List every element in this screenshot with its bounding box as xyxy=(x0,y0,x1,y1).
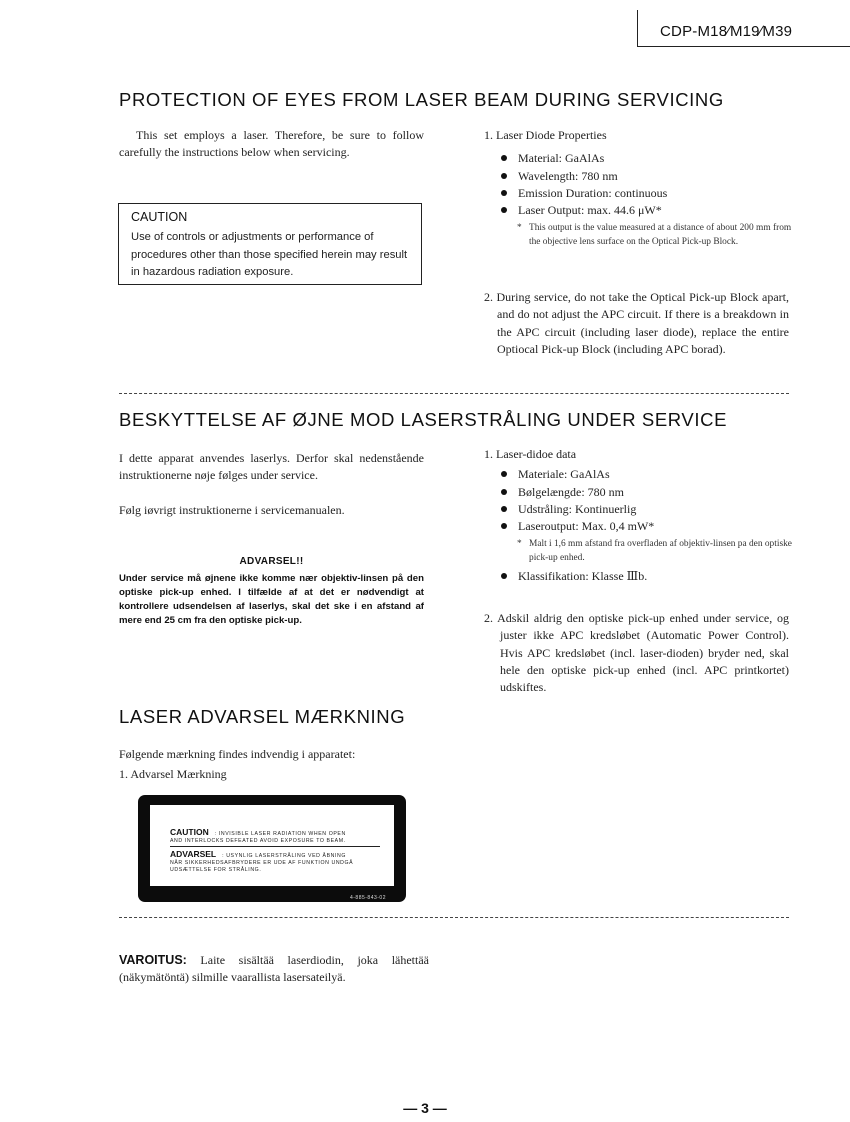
warning-label-caution xyxy=(170,826,380,874)
list-item: Emission Duration: continuous xyxy=(498,185,789,202)
finnish-warning-label: VAROITUS: xyxy=(119,953,187,967)
finnish-warning-text: Laite sisältää laserdiodin, joka lähettää (näkymätöntä) silmille vaarallista lasersateilyä. xyxy=(119,953,430,985)
advarsel-text: Under service må øjnene ikke komme nær objektiv-linsen på den optiske pick-up enhed. I tilfælde af at det er nødvendigt at kontrollere udsendelsen af laserlys, skal det ske i en afstand af mere end 25 cm fra den optiske pick-up. xyxy=(119,573,424,626)
label-caution-line-2: AND INTERLOCKS DEFEATED AVOID EXPOSURE TO BEAM. xyxy=(170,838,346,844)
advarsel-title: ADVARSEL!! xyxy=(239,556,304,567)
finnish-warning xyxy=(119,952,429,987)
marking-item1: 1. Advarsel Mærkning xyxy=(119,767,227,781)
label-separator xyxy=(170,846,380,847)
asterisk-icon: * xyxy=(517,539,522,550)
list-item: Laser Output: max. 44.6 μW* xyxy=(498,202,789,219)
list-item: Laseroutput: Max. 0,4 mW* xyxy=(498,518,789,535)
section-divider xyxy=(119,917,789,918)
section-divider xyxy=(119,393,789,394)
warning-label xyxy=(138,795,406,902)
english-item1-title: 1. Laser Diode Properties xyxy=(484,128,607,142)
marking-section-title: LASER ADVARSEL MÆRKNING xyxy=(119,706,406,727)
label-advarsel-line-1: : USYNLIG LASERSTRÅLING VED ÅBNING xyxy=(222,853,347,859)
danish-intro: I dette apparat anvendes laserlys. Derfor skal nedenstående instruktionerne nøje følges under service. xyxy=(119,451,424,483)
danish-laser-properties xyxy=(484,446,792,586)
bullet-icon xyxy=(501,155,507,161)
marking-intro: Følgende mærkning findes indvendig i apparatet: xyxy=(119,747,356,761)
caution-title: CAUTION xyxy=(131,210,188,224)
label-part-code: 4-885-843-02 xyxy=(349,895,386,901)
list-item: Udstråling: Kontinuerlig xyxy=(498,501,789,518)
label-advarsel-line-2: NÅR SIKKERHEDSAFBRYDERE ER UDE AF FUNKTION UNDGÅ xyxy=(170,860,354,866)
model-number: CDP-M18∕M19∕M39 xyxy=(660,23,793,40)
english-laser-properties xyxy=(484,127,792,249)
english-footnote: * This output is the value measured at a distance of about 200 mm from the objective lens surface on the Optical Pick-up Block. xyxy=(517,223,792,248)
advarsel-block xyxy=(119,556,424,628)
page-number: — 3 — xyxy=(403,1100,447,1116)
bullet-icon xyxy=(501,190,507,196)
caution-box xyxy=(118,203,422,285)
label-advarsel-line-3: UDSÆTTELSE FOR STRÅLING. xyxy=(170,867,262,873)
bullet-icon xyxy=(501,573,507,579)
label-caution-word: CAUTION xyxy=(170,827,209,837)
model-header xyxy=(637,10,850,47)
english-intro: This set employs a laser. Therefore, be sure to follow carefully the instructions below when servicing. xyxy=(119,128,424,160)
danish-bullet-list-2 xyxy=(498,568,789,585)
label-caution-line-1: : INVISIBLE LASER RADIATION WHEN OPEN xyxy=(214,831,346,837)
label-advarsel-word: ADVARSEL xyxy=(170,849,217,859)
warning-label-face xyxy=(150,805,394,886)
english-item2: 2. During service, do not take the Optical Pick-up Block apart, and do not adjust the APC circuit. If there is a breakdown in the APC circuit (including laser diode), replace the entire Optiocal Pick-up Block (including APC borad). xyxy=(484,290,789,356)
danish-bullet-list xyxy=(498,466,789,535)
danish-item2: 2. Adskil aldrig den optiske pick-up enhed under service, og juster ikke APC kredsløbet (Automatic Power Control). Hvis APC kredsløbet (incl. laser-dioden) bryder ned, skal hele den optiske pick-up enhed (incl. APC printkortet) udskiftes. xyxy=(484,611,789,695)
danish-item1-title: 1. Laser-didoe data xyxy=(484,447,577,461)
english-section-title: PROTECTION OF EYES FROM LASER BEAM DURING SERVICING xyxy=(119,89,724,110)
bullet-icon xyxy=(501,207,507,213)
danish-section-title: BESKYTTELSE AF ØJNE MOD LASERSTRÅLING UNDER SERVICE xyxy=(119,409,728,430)
list-item: Material: GaAlAs xyxy=(498,150,789,167)
danish-footnote: * Malt i 1,6 mm afstand fra overfladen af objektiv-linsen pa den optiske pick-up enhed. xyxy=(517,539,792,564)
list-item: Klassifikation: Klasse Ⅲb. xyxy=(498,568,789,585)
bullet-icon xyxy=(501,506,507,512)
bullet-icon xyxy=(501,489,507,495)
bullet-icon xyxy=(501,173,507,179)
list-item: Bølgelængde: 780 nm xyxy=(498,484,789,501)
bullet-icon xyxy=(501,523,507,529)
asterisk-icon: * xyxy=(517,223,522,234)
bullet-icon xyxy=(501,471,507,477)
list-item: Materiale: GaAlAs xyxy=(498,466,789,483)
danish-intro-2: Følg iøvrigt instruktionerne i servicemanualen. xyxy=(119,503,345,517)
list-item: Wavelength: 780 nm xyxy=(498,168,789,185)
caution-text: Use of controls or adjustments or performance of procedures other than those specified herein may result in hazardous radiation exposure. xyxy=(131,231,408,278)
english-bullet-list xyxy=(498,150,789,219)
